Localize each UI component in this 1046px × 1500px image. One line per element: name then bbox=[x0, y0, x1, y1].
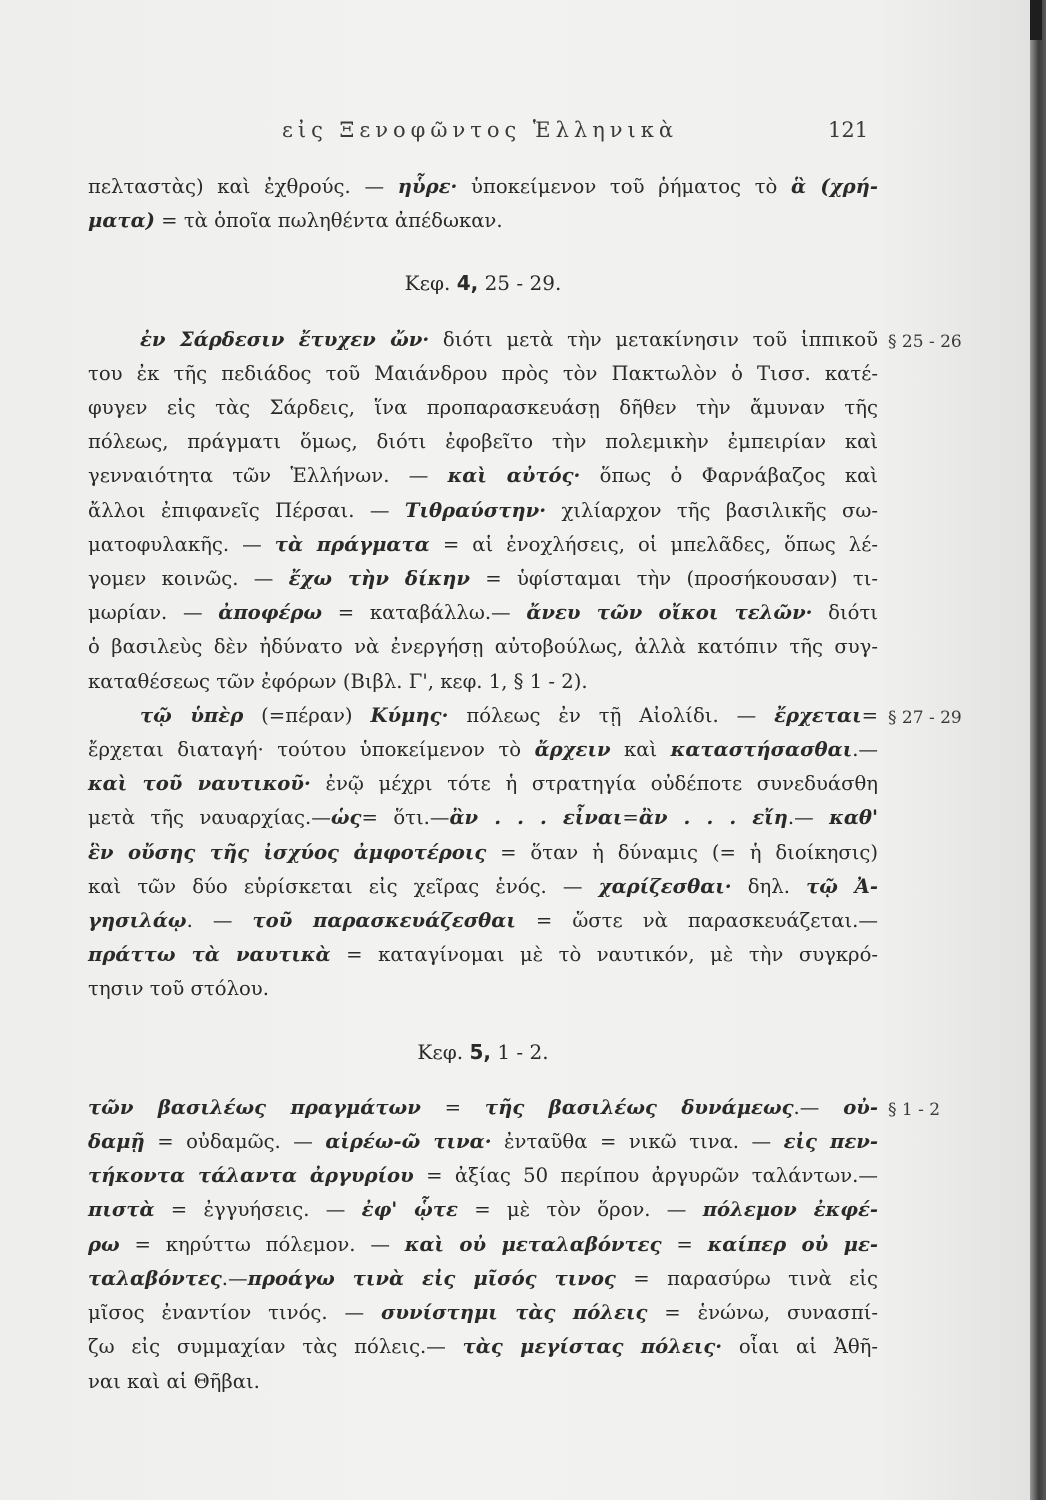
margin-ref-1-2: § 1 - 2 bbox=[888, 1100, 941, 1120]
text-line: ταλαβόντες.—προάγω τινὰ εἰς μῖσός τινος = παρασύρω τινὰ εἰς bbox=[88, 1266, 878, 1290]
page-edge bbox=[1030, 0, 1046, 1500]
text-line: ἄλλοι ἐπιφανεῖς Πέρσαι. — Τιθραύστην· χιλίαρχον τῆς βασιλικῆς σω- bbox=[88, 498, 879, 522]
text-line: δαμῇ = οὐδαμῶς. — αἱρέω-ῶ τινα· ἐνταῦθα = νικῶ τινα. — εἰς πεν- bbox=[88, 1130, 878, 1154]
text-line: ἐν Σάρδεσιν ἔτυχεν ὤν· διότι μετὰ τὴν μετακίνησιν τοῦ ἱππικοῦ bbox=[140, 327, 878, 351]
text-line: ναι καὶ αἱ Θῆβαι. bbox=[88, 1369, 260, 1393]
text-line: μωρίαν. — ἀποφέρω = καταβάλλω.— ἄνευ τῶν οἴκοι τελῶν· διότι bbox=[88, 601, 878, 625]
margin-ref-27-29: § 27 - 29 bbox=[888, 708, 962, 728]
chapter-heading-5: Κεφ. 5, 1 - 2. bbox=[417, 1039, 549, 1064]
running-title: εἰς Ξενοφῶντος Ἑλληνικὰ bbox=[282, 118, 679, 142]
text-line: μῖσος ἐναντίον τινός. — συνίστημι τὰς πόλεις = ἑνώνω, συνασπί- bbox=[88, 1301, 878, 1325]
text-line: πιστὰ = ἐγγυήσεις. — ἐφ' ᾧτε = μὲ τὸν ὅρον. — πόλεμον ἐκφέ- bbox=[88, 1198, 878, 1222]
page-number: 121 bbox=[828, 118, 869, 142]
chapter-heading-4: Κεφ. 4, 25 - 29. bbox=[404, 271, 562, 296]
text-line: ἔρχεται διαταγή· τούτου ὑποκείμενον τὸ ἄρχειν καὶ καταστήσασθαι.— bbox=[88, 738, 879, 762]
text-line: πελταστὰς) καὶ ἐχθρούς. — ηὗρε· ὑποκείμενον τοῦ ῥήματος τὸ ἃ (χρή- bbox=[88, 175, 878, 198]
text-line: γησιλάῳ. — τοῦ παρασκευάζεσθαι = ὥστε νὰ παρασκευάζεται.— bbox=[88, 909, 879, 933]
text-line: μετὰ τῆς ναυαρχίας.—ὡς= ὅτι.—ἂν . . . εἶναι=ἂν . . . εἴη.— καθ' bbox=[88, 806, 878, 830]
text-line: γομεν κοινῶς. — ἔχω τὴν δίκην = ὑφίσταμαι τὴν (προσήκουσαν) τι- bbox=[88, 567, 878, 591]
commentary-text bbox=[88, 170, 878, 1399]
text-line: ρω = κηρύττω πόλεμον. — καὶ οὐ μεταλαβόντες = καίπερ οὐ με- bbox=[88, 1232, 878, 1256]
text-line: φυγεν εἰς τὰς Σάρδεις, ἵνα προπαρασκευάσῃ δῆθεν τὴν ἄμυναν τῆς bbox=[88, 396, 878, 420]
text-line: τήκοντα τάλαντα ἀργυρίου = ἀξίας 50 περίπου ἀργυρῶν ταλάντων.— bbox=[88, 1164, 878, 1188]
text-line: καὶ τοῦ ναυτικοῦ· ἐνῷ μέχρι τότε ἡ στρατηγία οὐδέποτε συνεδυάσθη bbox=[88, 772, 878, 796]
text-line: πράττω τὰ ναυτικὰ = καταγίνομαι μὲ τὸ ναυτικόν, μὲ τὴν συγκρό- bbox=[88, 943, 878, 967]
text-line: ματοφυλακῆς. — τὰ πράγματα = αἱ ἐνοχλήσεις, οἱ μπελᾶδες, ὅπως λέ- bbox=[88, 532, 878, 556]
text-line: τησιν τοῦ στόλου. bbox=[88, 977, 269, 1001]
margin-ref-25-26: § 25 - 26 bbox=[888, 332, 962, 352]
page-edge-tab bbox=[1030, 0, 1042, 40]
text-line: τῶν βασιλέως πραγμάτων = τῆς βασιλέως δυνάμεως.— οὐ- bbox=[88, 1095, 879, 1119]
page-header bbox=[0, 118, 1030, 152]
text-line: ματα) = τὰ ὁποῖα πωληθέντα ἀπέδωκαν. bbox=[88, 209, 503, 233]
text-line: ὁ βασιλεὺς δὲν ἠδύνατο νὰ ἐνεργήσῃ αὐτοβούλως, ἀλλὰ κατόπιν τῆς συγ- bbox=[88, 635, 878, 659]
text-line: ζω εἰς συμμαχίαν τὰς πόλεις.— τὰς μεγίστας πόλεις· οἷαι αἱ Ἀθῆ- bbox=[88, 1335, 878, 1359]
text-line: ἓν οὔσης τῆς ἰσχύος ἀμφοτέροις = ὅταν ἡ δύναμις (= ἡ διοίκησις) bbox=[88, 840, 878, 864]
text-line: καταθέσεως τῶν ἐφόρων (Βιβλ. Γ', κεφ. 1, § 1 - 2). bbox=[88, 669, 588, 693]
text-line: τῷ ὑπὲρ (=πέραν) Κύμης· πόλεως ἐν τῇ Αἰολίδι. — ἔρχεται= bbox=[140, 703, 878, 727]
text-line: πόλεως, πράγματι ὅμως, διότι ἐφοβεῖτο τὴν πολεμικὴν ἐμπειρίαν καὶ bbox=[88, 430, 878, 454]
text-line: του ἐκ τῆς πεδιάδος τοῦ Μαιάνδρου πρὸς τὸν Πακτωλὸν ὁ Τισσ. κατέ- bbox=[88, 361, 878, 385]
text-line: καὶ τῶν δύο εὑρίσκεται εἰς χεῖρας ἑνός. — χαρίζεσθαι· δηλ. τῷ Ἀ- bbox=[88, 874, 879, 898]
text-line: γενναιότητα τῶν Ἑλλήνων. — καὶ αὐτός· ὅπως ὁ Φαρνάβαζος καὶ bbox=[88, 464, 878, 488]
